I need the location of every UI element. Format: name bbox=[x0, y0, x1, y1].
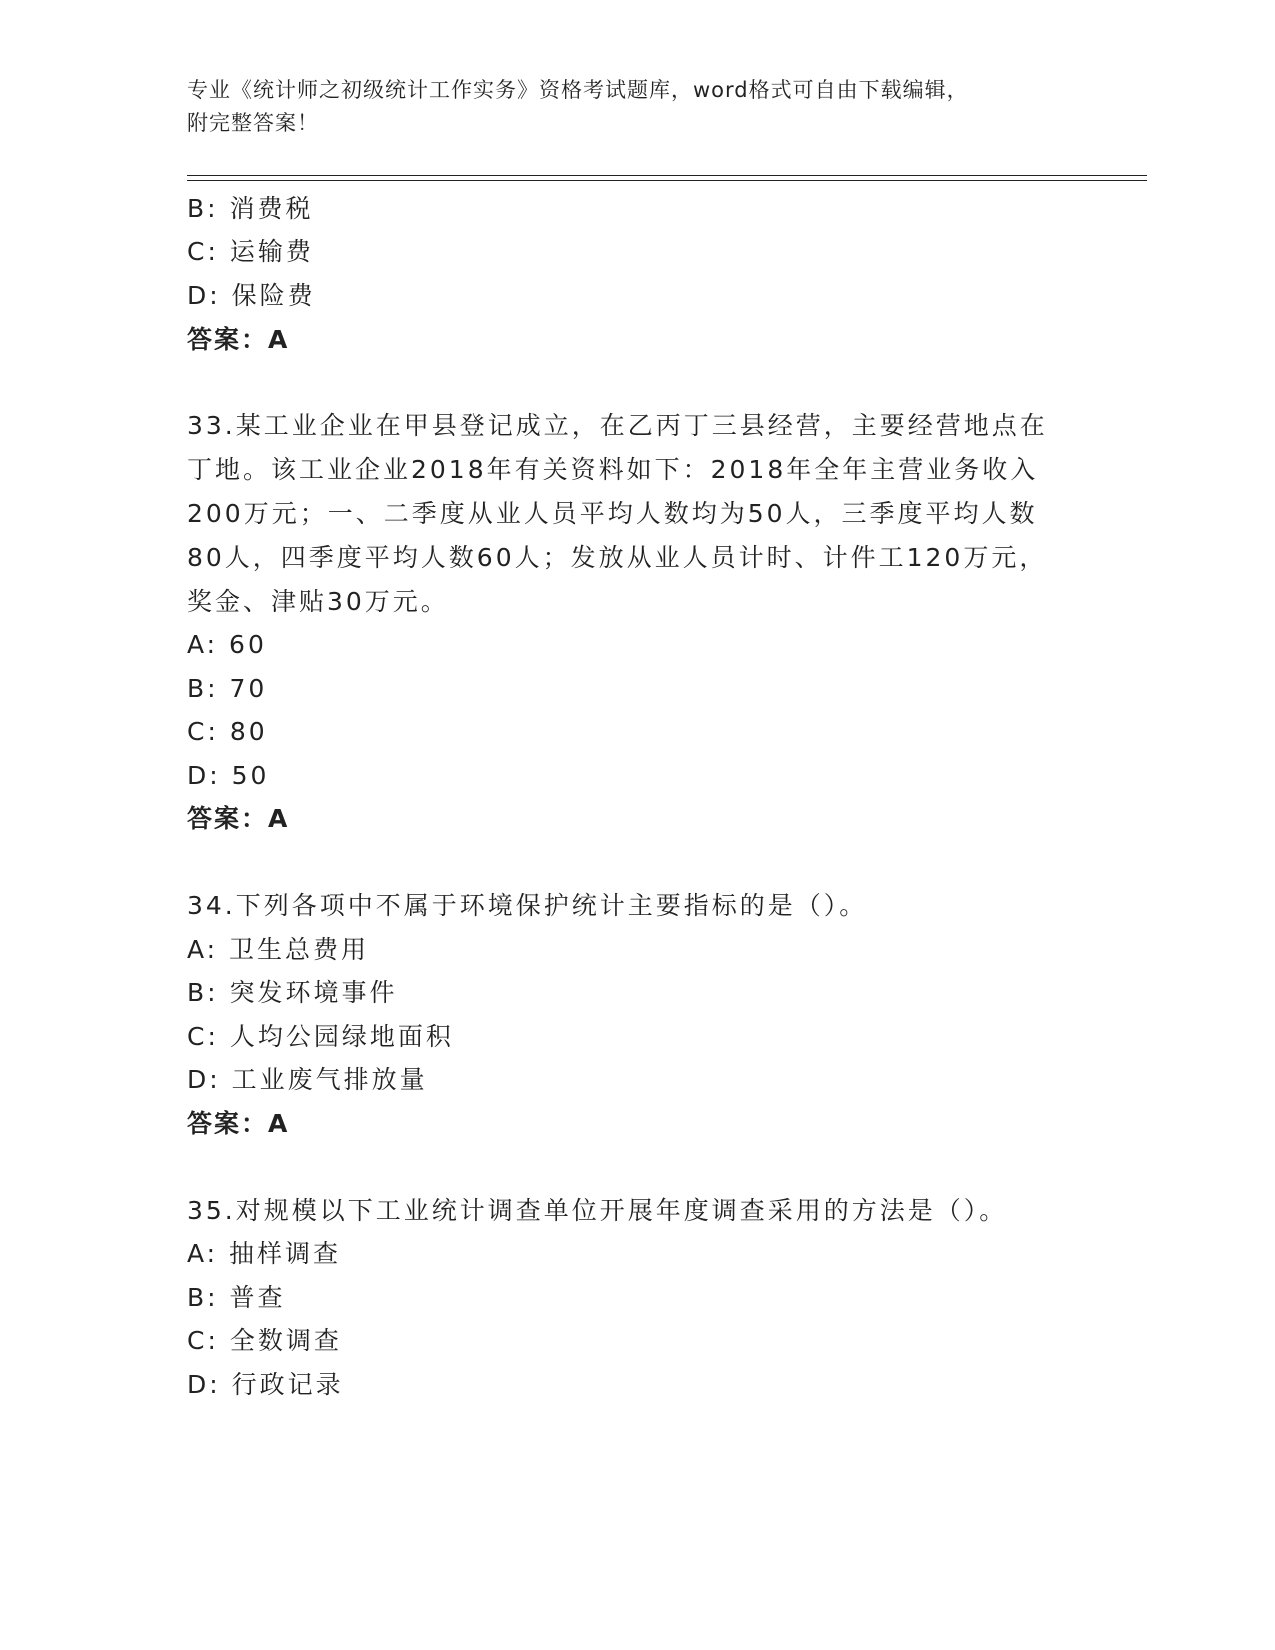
question-33-stem-line: 奖金、津贴30万元。 bbox=[187, 587, 449, 616]
question-34-option-b: B: 突发环境事件 bbox=[187, 978, 398, 1007]
answer-line: 答案：A bbox=[187, 325, 290, 354]
option-c: C: 运输费 bbox=[187, 237, 314, 266]
question-33-option-b: B: 70 bbox=[187, 674, 268, 703]
question-33-answer: 答案：A bbox=[187, 804, 290, 833]
question-34-option-d: D: 工业废气排放量 bbox=[187, 1065, 428, 1094]
header-line-2: 附完整答案！ bbox=[187, 111, 319, 135]
question-34-option-c: C: 人均公园绿地面积 bbox=[187, 1022, 454, 1051]
question-35-option-c: C: 全数调查 bbox=[187, 1326, 342, 1355]
header-rule-bottom bbox=[187, 180, 1147, 181]
option-b: B: 消费税 bbox=[187, 194, 314, 223]
question-34-option-a: A: 卫生总费用 bbox=[187, 935, 370, 964]
question-34-stem-line: 34.下列各项中不属于环境保护统计主要指标的是（）。 bbox=[187, 891, 868, 920]
question-33-option-a: A: 60 bbox=[187, 630, 267, 659]
question-34-answer: 答案：A bbox=[187, 1109, 290, 1138]
question-35-option-d: D: 行政记录 bbox=[187, 1370, 344, 1399]
question-33-option-d: D: 50 bbox=[187, 761, 270, 790]
question-33-option-c: C: 80 bbox=[187, 717, 268, 746]
question-33-stem-line: 200万元；一、二季度从业人员平均人数均为50人，三季度平均人数 bbox=[187, 499, 1038, 528]
question-35-option-b: B: 普查 bbox=[187, 1283, 286, 1312]
document-header bbox=[187, 74, 1087, 140]
question-33-stem-line: 33.某工业企业在甲县登记成立，在乙丙丁三县经营，主要经营地点在 bbox=[187, 411, 1048, 440]
question-35-option-a: A: 抽样调查 bbox=[187, 1239, 342, 1268]
question-33-stem-line: 丁地。该工业企业2018年有关资料如下：2018年全年主营业务收入 bbox=[187, 455, 1039, 484]
header-rule-top bbox=[187, 175, 1147, 176]
question-35-stem-line: 35.对规模以下工业统计调查单位开展年度调查采用的方法是（）。 bbox=[187, 1196, 1008, 1225]
option-d: D: 保险费 bbox=[187, 281, 316, 310]
header-line-1: 专业《统计师之初级统计工作实务》资格考试题库，word格式可自由下载编辑， bbox=[187, 78, 969, 102]
question-33-stem-line: 80人，四季度平均人数60人；发放从业人员计时、计件工120万元， bbox=[187, 543, 1048, 572]
